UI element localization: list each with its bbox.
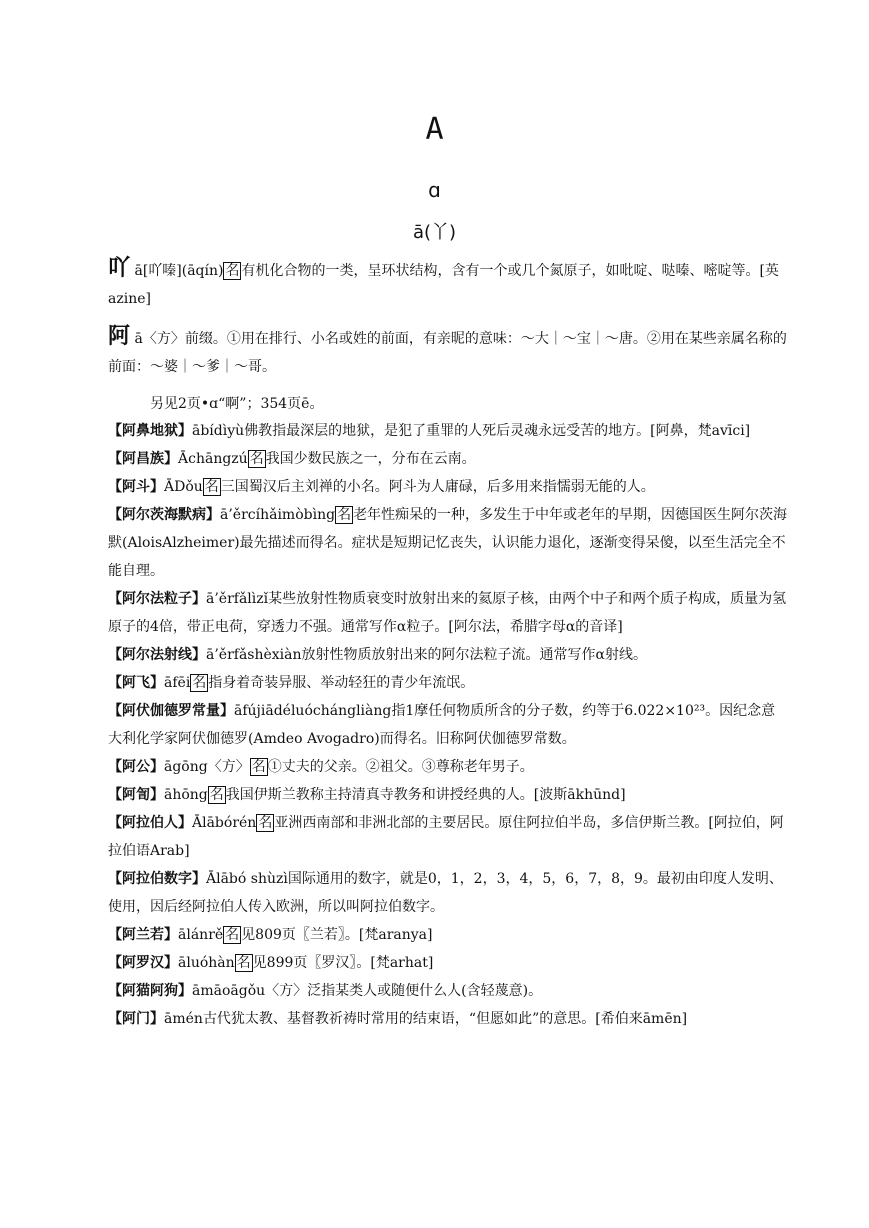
entry-headword: 【阿訇】 bbox=[108, 787, 164, 803]
entry-headword: 【阿猫阿狗】 bbox=[108, 983, 192, 999]
entry-pinyin: āfújiādéluóchángliàng bbox=[234, 703, 392, 719]
entry-pinyin: ĀDǒu bbox=[164, 479, 203, 495]
entry-definition: 某些放射性物质衰变时放射出来的氦原子核，由两个中子和两个质子构成，质量为氢原子的4倍，带正电荷，穿透力不强。通常写作α粒子。[阿尔法，希腊字母α的音译] bbox=[108, 591, 787, 635]
entry-definition: 放射性物质放射出来的阿尔法粒子流。通常写作α射线。 bbox=[301, 647, 647, 663]
entry-pinyin: ālánrě bbox=[178, 927, 224, 943]
part-of-speech-tag: 名 bbox=[209, 787, 224, 803]
dictionary-entry bbox=[108, 501, 788, 585]
part-of-speech-tag: 名 bbox=[249, 451, 264, 467]
entry-pinyin: Ālābórén bbox=[192, 815, 257, 831]
entry-definition: 指1摩任何物质所含的分子数，约等于6.022×10²³。因纪念意大利化学家阿伏伽德罗(Amdeo Avogadro)而得名。旧称阿伏伽德罗常数。 bbox=[108, 703, 776, 747]
head-entry bbox=[108, 323, 788, 381]
head-entry-definition: 有机化合物的一类，呈环状结构，含有一个或几个氮原子，如吡啶、哒嗪、嘧啶等。[英azine] bbox=[108, 263, 779, 307]
entry-pinyin: āgōng〈方〉 bbox=[164, 759, 250, 775]
entry-headword: 【阿尔茨海默病】 bbox=[108, 507, 220, 523]
entry-pinyin: Āchāngzú bbox=[178, 451, 248, 467]
entry-headword: 【阿拉伯数字】 bbox=[108, 871, 206, 887]
head-character: 吖 bbox=[108, 256, 131, 281]
entry-headword: 【阿昌族】 bbox=[108, 451, 178, 467]
dictionary-entry bbox=[108, 949, 788, 977]
dictionary-entry bbox=[108, 865, 788, 921]
entry-headword: 【阿伏伽德罗常量】 bbox=[108, 703, 234, 719]
dictionary-entry bbox=[108, 753, 788, 781]
entry-definition: 我国少数民族之一，分布在云南。 bbox=[265, 451, 476, 467]
entry-pinyin: ā’ěrfǎshèxiàn bbox=[206, 647, 302, 663]
entry-pinyin: ā’ěrcíhǎimòbìng bbox=[220, 507, 336, 523]
head-entry-text: ā[吖嗪](āqín) bbox=[134, 263, 224, 279]
entry-definition: 佛教指最深层的地狱，是犯了重罪的人死后灵魂永远受苦的地方。[阿鼻，梵avīci] bbox=[244, 423, 751, 439]
dictionary-entry bbox=[108, 809, 788, 865]
part-of-speech-tag: 名 bbox=[337, 507, 352, 523]
dictionary-entry bbox=[108, 921, 788, 949]
dictionary-entry bbox=[108, 1005, 788, 1033]
head-character: 阿 bbox=[108, 324, 131, 349]
part-of-speech-tag: 名 bbox=[236, 955, 251, 971]
entry-pinyin: āmén bbox=[164, 1011, 203, 1027]
entry-definition: 泛指某类人或随便什么人(含轻蔑意)。 bbox=[307, 983, 543, 999]
entry-headword: 【阿罗汉】 bbox=[108, 955, 178, 971]
entry-headword: 【阿鼻地狱】 bbox=[108, 423, 192, 439]
entry-headword: 【阿公】 bbox=[108, 759, 164, 775]
entry-headword: 【阿飞】 bbox=[108, 675, 164, 691]
dictionary-content bbox=[108, 255, 788, 1033]
entry-definition: 见899页〖罗汉〗。[梵arhat] bbox=[252, 955, 434, 971]
dictionary-entry bbox=[108, 417, 788, 445]
entry-pinyin: āmāoāgǒu〈方〉 bbox=[192, 983, 308, 999]
entry-list bbox=[108, 417, 788, 1033]
entry-definition: 国际通用的数字，就是0，1，2，3，4，5，6，7，8，9。最初由印度人发明、使用，因后经阿拉伯人传入欧洲，所以叫阿拉伯数字。 bbox=[108, 871, 783, 915]
head-entry bbox=[108, 255, 788, 313]
entry-definition: 我国伊斯兰教称主持清真寺教务和讲授经典的人。[波斯ākhūnd] bbox=[225, 787, 626, 803]
entry-headword: 【阿尔法射线】 bbox=[108, 647, 206, 663]
entry-headword: 【阿兰若】 bbox=[108, 927, 178, 943]
entry-definition: ①丈夫的父亲。②祖父。③尊称老年男子。 bbox=[267, 759, 534, 775]
entry-pinyin: āfēi bbox=[164, 675, 191, 691]
entry-definition: 指身着奇装异服、举动轻狂的青少年流氓。 bbox=[208, 675, 475, 691]
head-entry-text: ā〈方〉前缀。①用在排行、小名或姓的前面，有亲昵的意味：～大｜～宝｜～唐。②用在某些亲属名称的前面：～婆｜～爹｜～哥。 bbox=[108, 331, 787, 375]
dictionary-entry bbox=[108, 977, 788, 1005]
entry-headword: 【阿斗】 bbox=[108, 479, 164, 495]
entry-pinyin: ābídìyù bbox=[192, 423, 245, 439]
section-letter-heading: A bbox=[425, 112, 444, 147]
dictionary-entry bbox=[108, 781, 788, 809]
dictionary-entry bbox=[108, 697, 788, 753]
part-of-speech-tag: 名 bbox=[225, 927, 240, 943]
part-of-speech-tag: 名 bbox=[192, 675, 207, 691]
entry-definition: 亚洲西南部和非洲北部的主要居民。原住阿拉伯半岛，多信伊斯兰教。[阿拉伯，阿拉伯语Arab] bbox=[108, 815, 784, 859]
entry-pinyin: ā’ěrfǎlìzǐ bbox=[206, 591, 269, 607]
entry-headword: 【阿尔法粒子】 bbox=[108, 591, 206, 607]
dictionary-entry bbox=[108, 585, 788, 641]
entry-definition: 三国蜀汉后主刘禅的小名。阿斗为人庸碌，后多用来指懦弱无能的人。 bbox=[220, 479, 655, 495]
part-of-speech-tag: 名 bbox=[225, 263, 240, 279]
entry-pinyin: Ālābó shùzì bbox=[206, 871, 288, 887]
entry-definition: 古代犹太教、基督教祈祷时常用的结束语，“但愿如此”的意思。[希伯来āmēn] bbox=[202, 1011, 688, 1027]
entry-headword: 【阿门】 bbox=[108, 1011, 164, 1027]
dictionary-entry bbox=[108, 641, 788, 669]
entry-definition: 见809页〖兰若〗。[梵aranya] bbox=[241, 927, 433, 943]
entry-headword: 【阿拉伯人】 bbox=[108, 815, 192, 831]
part-of-speech-tag: 名 bbox=[204, 479, 219, 495]
see-also-note: 另见2页•ɑ“啊”；354页ē。 bbox=[150, 396, 324, 412]
syllable-pinyin-heading: ā(丫) bbox=[412, 222, 457, 243]
entry-definition: 老年性痴呆的一种，多发生于中年或老年的早期，因德国医生阿尔茨海默(AloisAlzheimer)最先描述而得名。症状是短期记忆丧失，认识能力退化，逐渐变得呆傻，以至生活完全不能自理。 bbox=[108, 507, 788, 579]
syllable-heading: ɑ bbox=[428, 178, 441, 202]
part-of-speech-tag: 名 bbox=[258, 815, 273, 831]
entry-pinyin: āhōng bbox=[164, 787, 208, 803]
entry-pinyin: āluóhàn bbox=[178, 955, 235, 971]
dictionary-entry bbox=[108, 445, 788, 473]
dictionary-entry bbox=[108, 669, 788, 697]
part-of-speech-tag: 名 bbox=[251, 759, 266, 775]
dictionary-entry bbox=[108, 473, 788, 501]
